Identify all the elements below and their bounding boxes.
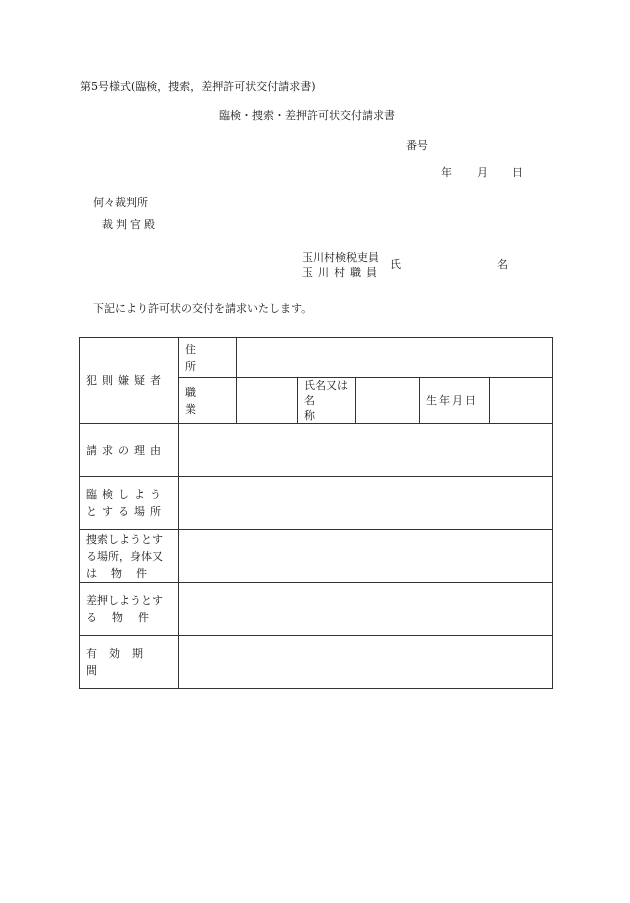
request-table (79, 337, 553, 689)
name-label-1: 氏名又は (304, 379, 348, 392)
intro-text: 下記により許可状の交付を請求いたします。 (93, 302, 313, 315)
judge-title: 裁判官殿 (102, 218, 158, 231)
occupation-label-cell (179, 378, 237, 424)
document-title: 臨検・捜索・差押許可状交付請求書 (219, 109, 395, 122)
name-label-right: 名 (497, 258, 508, 271)
name-label-2: 名称 (304, 394, 329, 422)
seize-label-2: る物件 (86, 611, 164, 624)
suspect-label-cell (80, 338, 179, 424)
form-number: 第5号様式(臨検，捜索，差押許可状交付請求書) (80, 80, 316, 93)
search-label-cell (80, 530, 179, 583)
dob-field[interactable] (490, 378, 553, 424)
suspect-label: 犯則嫌疑者 (86, 374, 166, 387)
search-label-2: る場所，身体又 (86, 549, 163, 563)
search-label-3: は物件 (86, 566, 161, 580)
search-place-field[interactable] (179, 530, 553, 583)
occupation-label: 職業 (185, 385, 210, 416)
name-label-left: 氏 (390, 258, 401, 271)
dob-label-cell (420, 378, 490, 424)
inspect-label-1: 臨検しよう (86, 488, 166, 501)
date-day: 日 (512, 166, 523, 179)
seize-items-field[interactable] (179, 583, 553, 636)
applicant-role-1: 玉川村検税吏員 (302, 251, 379, 264)
reason-field[interactable] (179, 424, 553, 477)
inspect-label-2: とする場所 (86, 505, 166, 518)
date-month: 月 (477, 166, 488, 179)
search-label-1: 捜索しようとす (86, 532, 163, 546)
court-name: 何々裁判所 (93, 196, 148, 209)
seize-label-cell (80, 583, 179, 636)
address-field[interactable] (237, 338, 553, 378)
number-label: 番号 (406, 139, 428, 152)
inspect-place-field[interactable] (179, 477, 553, 530)
dob-label: 生年月日 (426, 394, 478, 407)
name-label-cell (298, 378, 356, 424)
inspect-label-cell (80, 477, 179, 530)
date-year: 年 (441, 166, 452, 179)
name-field[interactable] (356, 378, 420, 424)
validity-field[interactable] (179, 636, 553, 689)
validity-label: 有効期間 (86, 647, 155, 677)
occupation-field[interactable] (237, 378, 298, 424)
applicant-role-2 (302, 266, 382, 280)
reason-label: 請求の理由 (86, 443, 166, 457)
validity-label-cell (80, 636, 179, 689)
reason-label-cell (80, 424, 179, 477)
seize-label-1: 差押しようとす (86, 594, 163, 607)
address-label: 住所 (185, 342, 210, 373)
address-label-cell (179, 338, 237, 378)
applicant-role-2-text: 玉川村職員 (302, 266, 382, 279)
